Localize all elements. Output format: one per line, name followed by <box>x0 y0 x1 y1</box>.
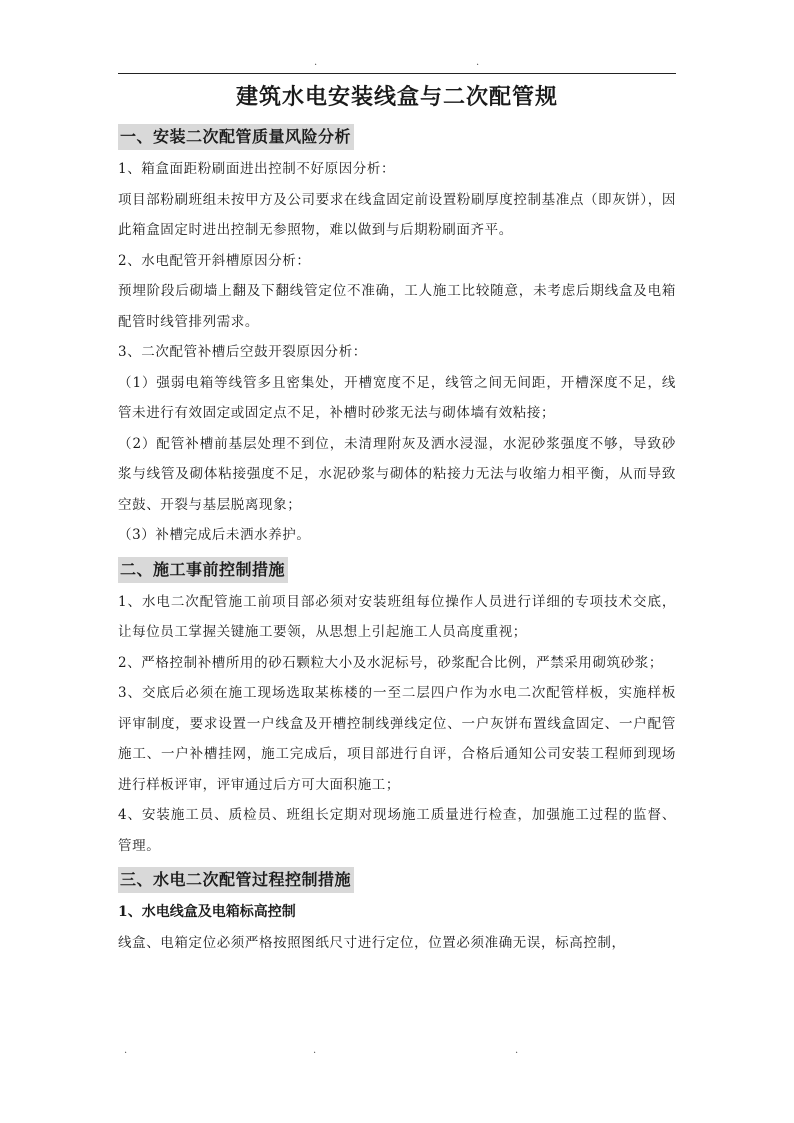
section-3 <box>118 865 676 959</box>
paragraph: （3）补槽完成后未洒水养护。 <box>118 527 311 543</box>
footer-dot: . <box>124 1045 128 1056</box>
paragraph: 2、严格控制补槽所用的砂石颗粒大小及水泥标号，砂浆配合比例，严禁采用砌筑砂浆； <box>118 654 663 671</box>
footer-dot: . <box>515 1045 519 1056</box>
paragraph: （1）强弱电箱等线管多且密集处，开槽宽度不足，线管之间无间距，开槽深度不足，线管未进行有效固定或固定点不足，补槽时砂浆无法与砌体墙有效粘接； <box>118 374 676 421</box>
footer-dot: . <box>313 1045 317 1056</box>
paragraph: 3、交底后必须在施工现场选取某栋楼的一至二层四户作为水电二次配管样板，实施样板评审制度，要求设置一户线盒及开槽控制线弹线定位、一户灰饼布置线盒固定、一户配管施工、一户补槽挂网，施工完成后，项目部进行自评，合格后通知公司安装工程师到现场进行样板评审，评审通过后方可大面积施工； <box>118 685 676 793</box>
header-rule <box>118 73 676 74</box>
section-heading: 三、水电二次配管过程控制措施 <box>118 867 354 893</box>
paragraph: 4、安装施工员、质检员、班组长定期对现场施工质量进行检查，加强施工过程的监督、管理。 <box>118 807 676 854</box>
section-heading: 一、安装二次配管质量风险分析 <box>118 124 354 150</box>
header-dot: . <box>476 57 480 68</box>
paragraph: 项目部粉刷班组未按甲方及公司要求在线盒固定前设置粉刷厚度控制基准点（即灰饼），因此箱盒固定时进出控制无参照物，难以做到与后期粉刷面齐平。 <box>118 191 676 238</box>
section-1 <box>118 122 676 551</box>
section-heading: 二、施工事前控制措施 <box>118 557 288 583</box>
section-2 <box>118 555 676 862</box>
header-dot: . <box>314 57 318 68</box>
paragraph: 预埋阶段后砌墙上翻及下翻线管定位不准确，工人施工比较随意，未考虑后期线盒及电箱配管时线管排列需求。 <box>118 283 676 330</box>
document-body <box>118 122 676 959</box>
paragraph: 1、箱盒面距粉刷面进出控制不好原因分析： <box>118 161 396 177</box>
sub-heading: 1、水电线盒及电箱标高控制 <box>118 904 296 920</box>
paragraph: 1、水电二次配管施工前项目部必须对安装班组每位操作人员进行详细的专项技术交底，让每位员工掌握关键施工要领，从思想上引起施工人员高度重视； <box>118 593 676 640</box>
paragraph: 3、二次配管补槽后空鼓开裂原因分析： <box>118 344 367 360</box>
document-title: 建筑水电安装线盒与二次配管规 <box>235 84 558 110</box>
paragraph: （2）配管补槽前基层处理不到位，未清理附灰及洒水浸湿，水泥砂浆强度不够，导致砂浆与线管及砌体粘接强度不足，水泥砂浆与砌体的粘接力无法与收缩力相平衡，从而导致空鼓、开裂与基层脱离现象； <box>118 435 676 513</box>
paragraph: 2、水电配管开斜槽原因分析： <box>118 252 311 269</box>
paragraph: 线盒、电箱定位必须严格按照图纸尺寸进行定位，位置必须准确无误，标高控制， <box>118 935 626 951</box>
